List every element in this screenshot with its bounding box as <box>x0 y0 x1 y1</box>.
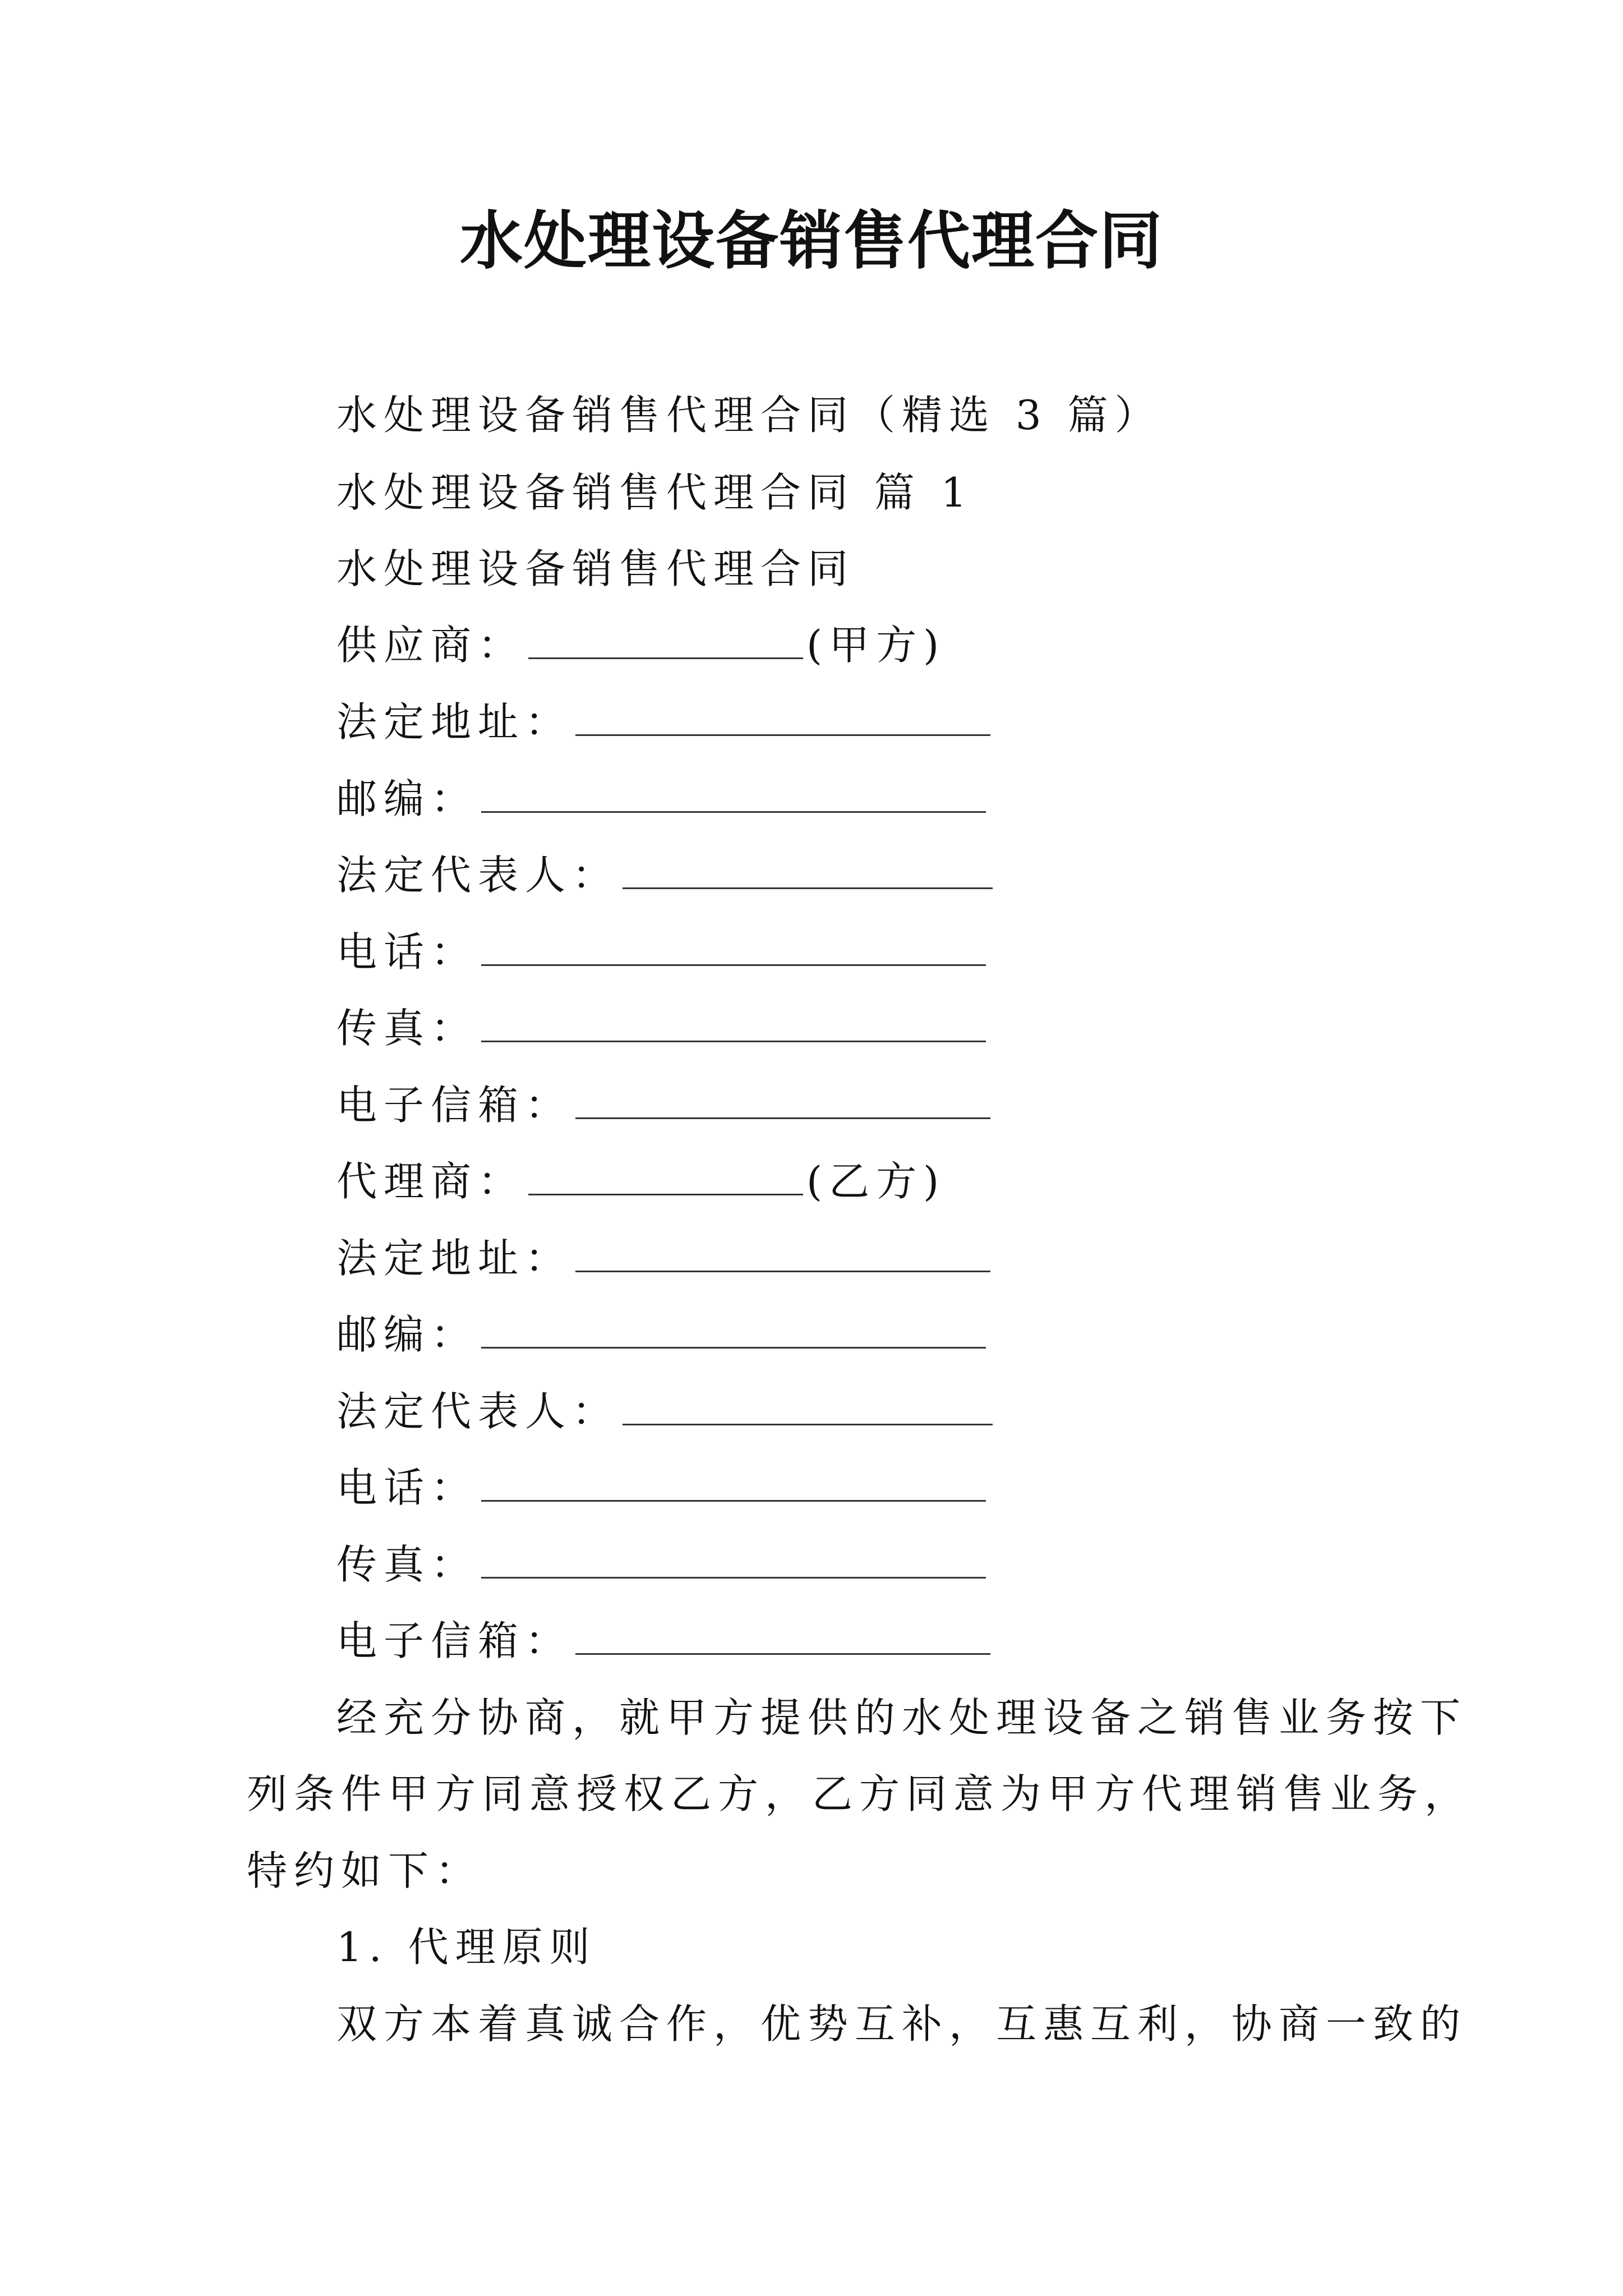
party-a-phone-label: 电话： <box>336 928 478 976</box>
party-b-address-row <box>336 1230 994 1286</box>
party-b-email-field[interactable] <box>575 1613 990 1655</box>
intro-line-3: 特约如下： <box>247 1847 483 1894</box>
party-b-postcode-field[interactable] <box>481 1306 986 1349</box>
party-b-address-label: 法定地址： <box>336 1235 573 1282</box>
party-b-postcode-label: 邮编： <box>336 1311 478 1358</box>
party-a-address-label: 法定地址： <box>336 698 573 746</box>
party-a-supplier-label: 供应商： <box>336 622 525 669</box>
section-1-title: 1. 代理原则 <box>336 1924 597 1971</box>
party-a-address-row <box>336 694 994 750</box>
party-b-representative-field[interactable] <box>623 1383 993 1425</box>
party-b-agent-field[interactable] <box>528 1153 803 1195</box>
section-1-text: 双方本着真诚合作，优势互补，互惠互利，协商一致的 <box>336 2000 1468 2047</box>
party-b-agent-suffix: (乙方) <box>806 1158 946 1205</box>
intro-line-2: 列条件甲方同意授权乙方，乙方同意为甲方代理销售业务， <box>247 1770 1472 1818</box>
contract-name: 水处理设备销售代理合同 <box>336 545 855 592</box>
party-a-postcode-row <box>336 771 989 827</box>
document-subtitle: 水处理设备销售代理合同（精选 3 篇） <box>336 392 1162 439</box>
party-b-fax-field[interactable] <box>481 1536 986 1579</box>
party-b-phone-field[interactable] <box>481 1460 986 1502</box>
party-a-email-row <box>336 1077 994 1133</box>
party-a-representative-row <box>336 847 996 903</box>
party-b-agent-label: 代理商： <box>336 1158 525 1205</box>
party-b-agent-row <box>336 1153 946 1209</box>
party-b-phone-label: 电话： <box>336 1464 478 1511</box>
party-b-fax-label: 传真： <box>336 1541 478 1588</box>
party-b-fax-row <box>336 1536 989 1593</box>
party-b-postcode-row <box>336 1306 989 1363</box>
intro-line-1: 经充分协商，就甲方提供的水处理设备之销售业务按下 <box>336 1694 1468 1741</box>
party-a-postcode-label: 邮编： <box>336 775 478 822</box>
party-a-fax-row <box>336 1000 989 1056</box>
party-a-representative-field[interactable] <box>623 847 993 889</box>
party-a-email-field[interactable] <box>575 1077 990 1119</box>
party-b-representative-label: 法定代表人： <box>336 1388 620 1435</box>
party-a-address-field[interactable] <box>575 694 990 736</box>
party-a-phone-field[interactable] <box>481 924 986 966</box>
document-title: 水处理设备销售代理合同 <box>460 204 1163 278</box>
party-a-representative-label: 法定代表人： <box>336 852 620 899</box>
party-b-address-field[interactable] <box>575 1230 990 1272</box>
party-b-email-row <box>336 1613 994 1669</box>
party-a-email-label: 电子信箱： <box>336 1082 573 1129</box>
party-b-representative-row <box>336 1383 996 1439</box>
party-a-fax-label: 传真： <box>336 1005 478 1052</box>
party-b-email-label: 电子信箱： <box>336 1617 573 1664</box>
party-a-supplier-row <box>336 617 946 673</box>
party-a-fax-field[interactable] <box>481 1000 986 1042</box>
article-heading: 水处理设备销售代理合同 篇 1 <box>336 469 974 516</box>
party-b-phone-row <box>336 1460 989 1516</box>
party-a-phone-row <box>336 924 989 980</box>
party-a-postcode-field[interactable] <box>481 771 986 813</box>
party-a-supplier-field[interactable] <box>528 617 803 659</box>
party-a-supplier-suffix: (甲方) <box>806 622 946 669</box>
